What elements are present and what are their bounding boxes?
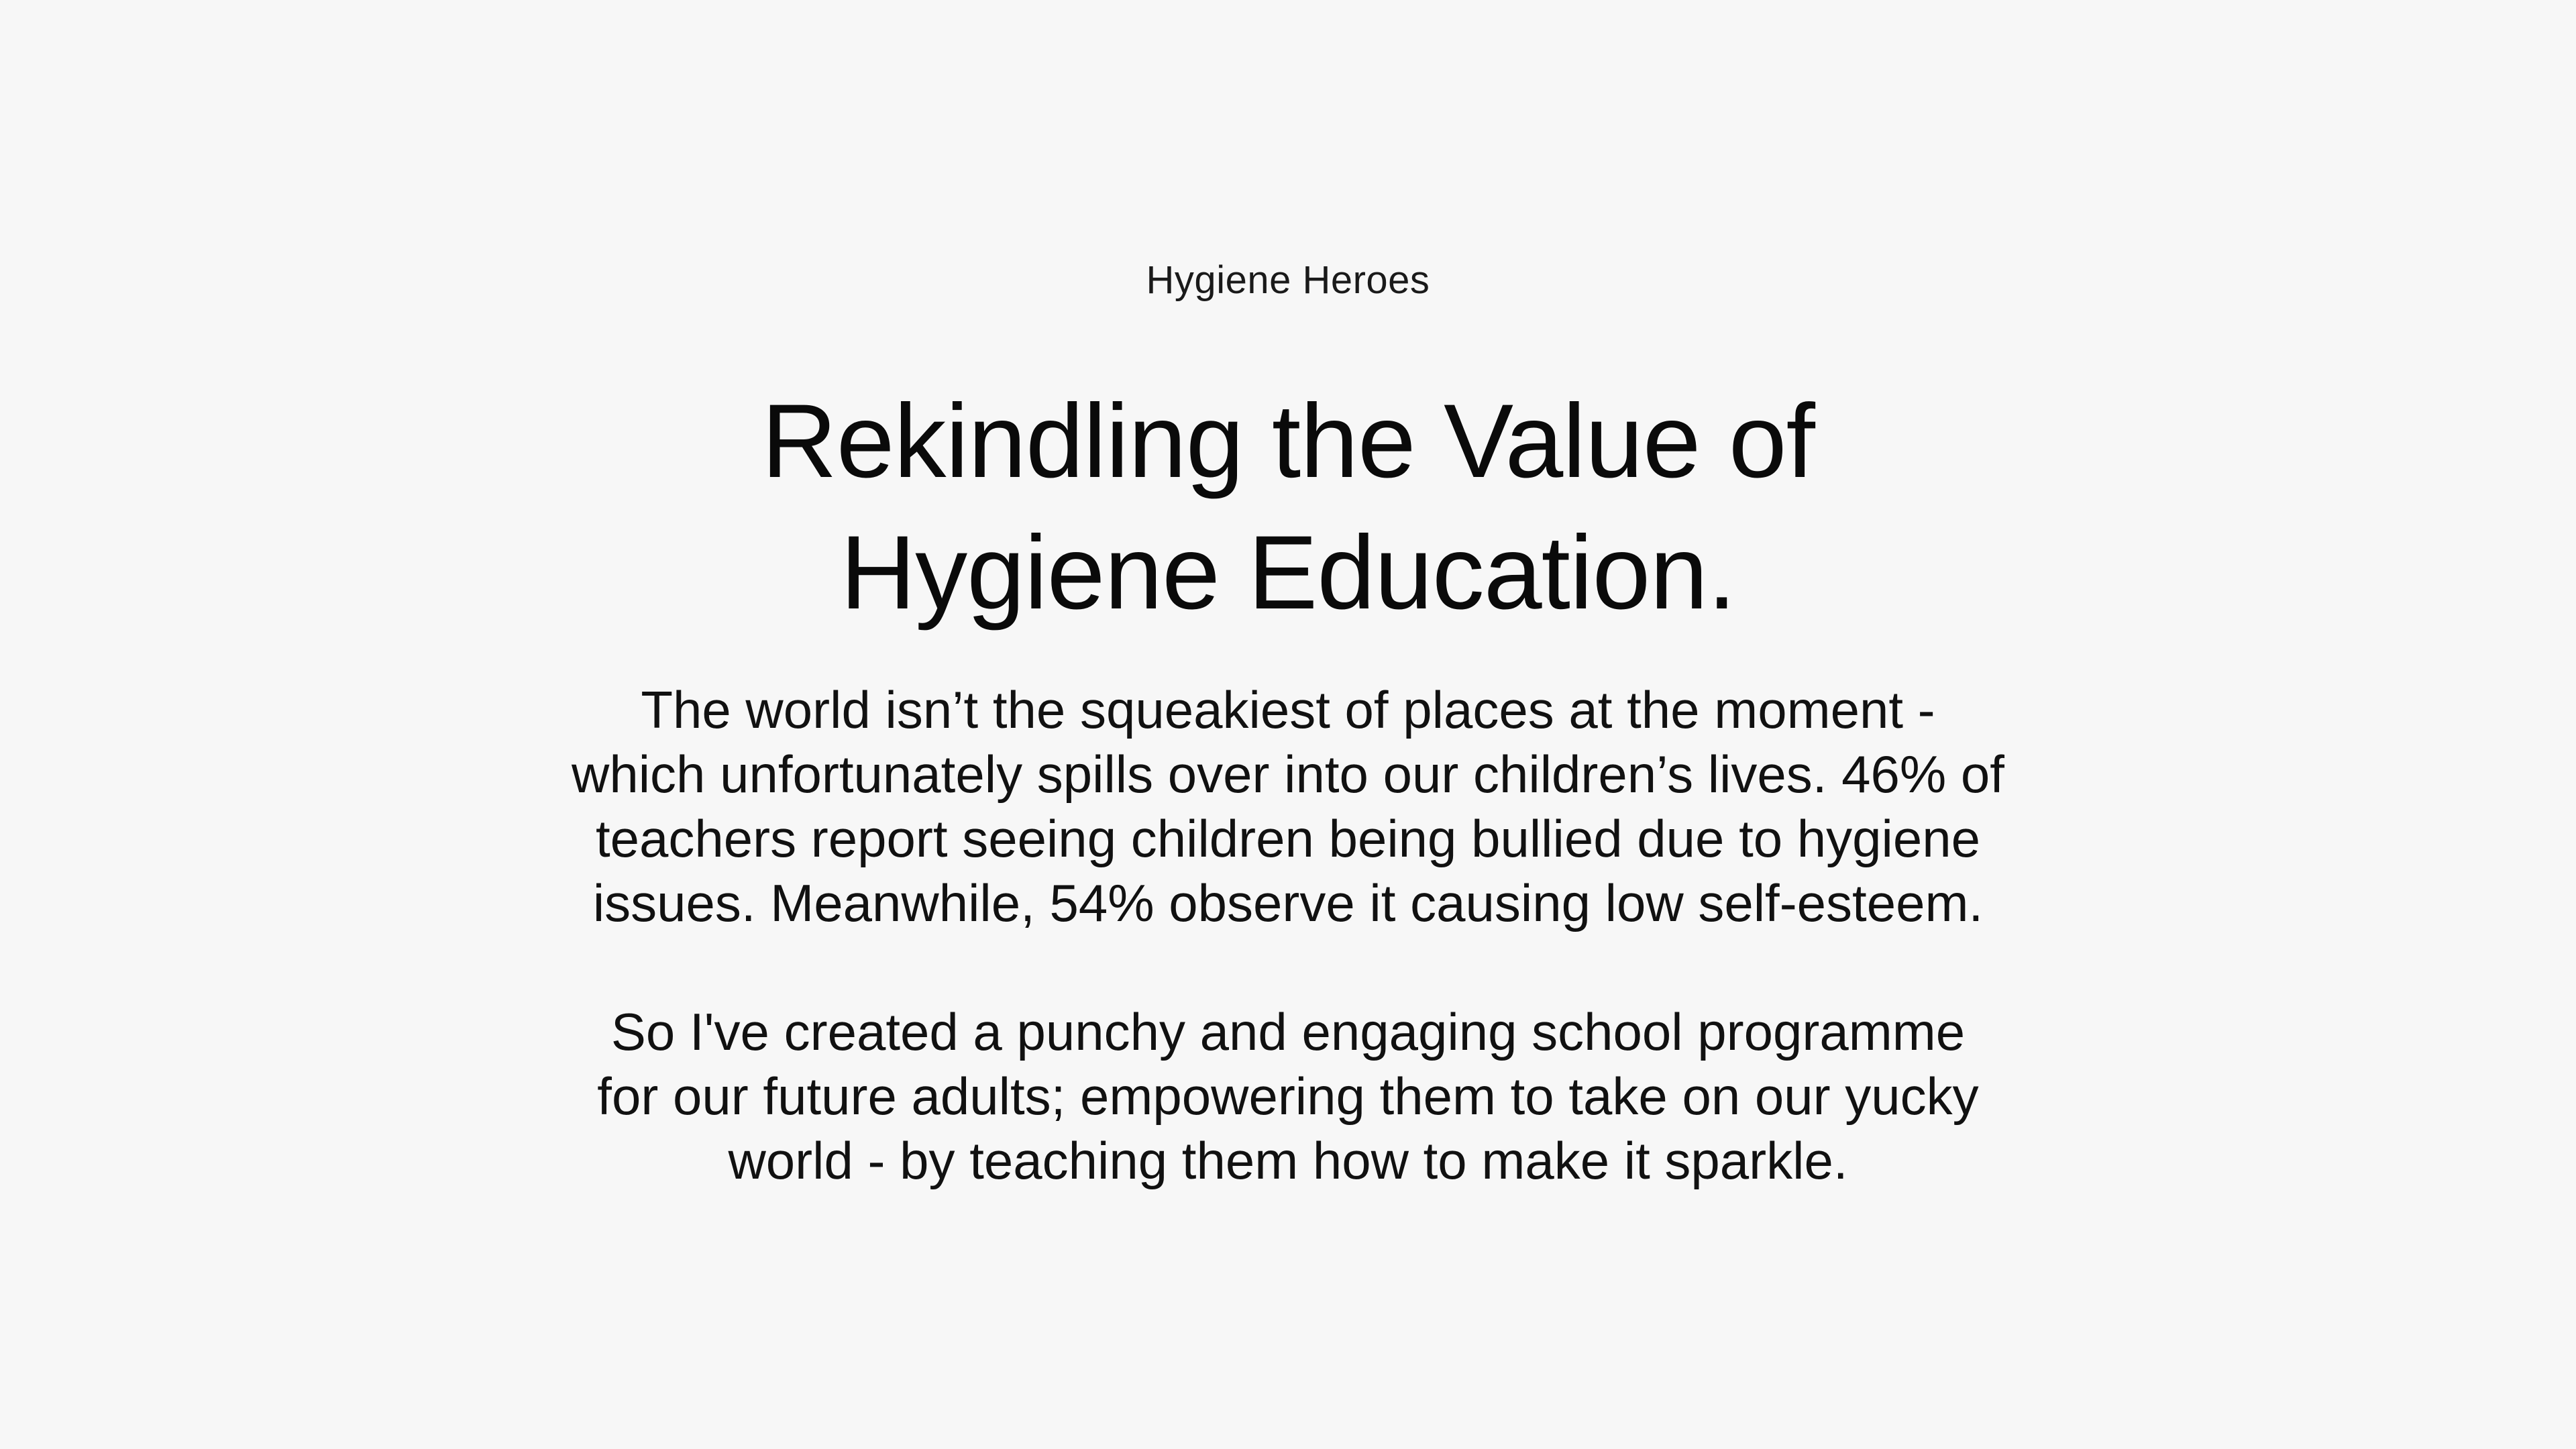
paragraph-line: The world isn’t the squeakiest of places at the moment - (641, 680, 1935, 739)
project-label: Hygiene Heroes (1146, 258, 1430, 302)
paragraph-line: which unfortunately spills over into our children’s lives. 46% of (572, 745, 2004, 804)
paragraph-solution (0, 1000, 2576, 1193)
paragraph-line: issues. Meanwhile, 54% observe it causing low self-esteem. (592, 873, 1984, 932)
paragraph-line: world - by teaching them how to make it sparkle. (728, 1131, 1848, 1190)
paragraph-intro (0, 678, 2576, 935)
page-title (0, 376, 2576, 639)
body-text (0, 678, 2576, 1193)
title-line-1: Rekindling the Value of (761, 383, 1815, 500)
paragraph-line: for our future adults; empowering them to take on our yucky (597, 1067, 1979, 1126)
title-line-2: Hygiene Education. (840, 515, 1736, 631)
paragraph-line: teachers report seeing children being bullied due to hygiene (595, 809, 1981, 868)
paragraph-line: So I've created a punchy and engaging school programme (610, 1002, 1966, 1061)
